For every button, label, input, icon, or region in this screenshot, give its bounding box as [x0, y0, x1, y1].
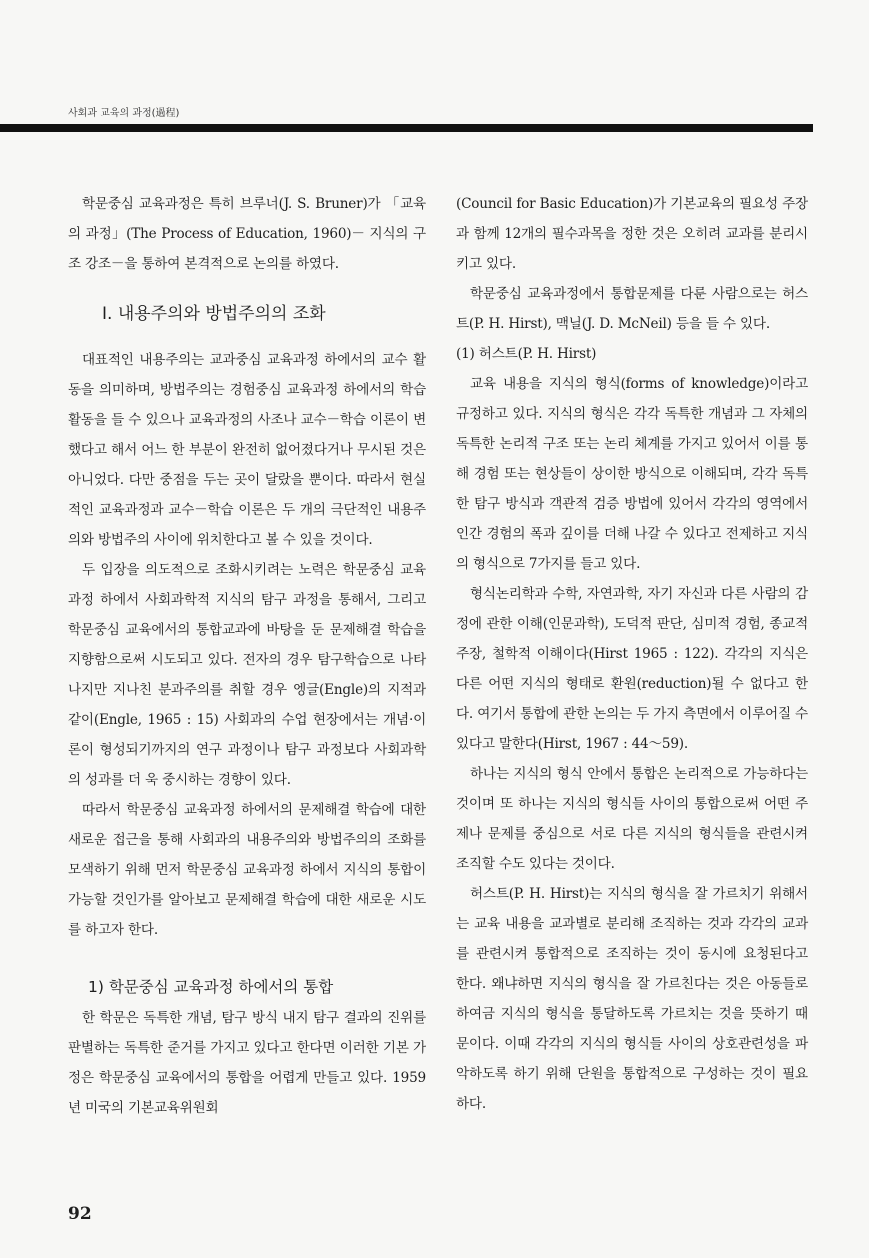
- paragraph: 교육 내용을 지식의 형식(forms of knowledge)이라고 규정하고 있다. 지식의 형식은 각각 독특한 개념과 그 자체의 독특한 논리적 구조 또는 논리 체계를 가지고 있어서 이를 통해 경험 또는 현상들이 상이한 방식으로 이해되며, 각각 독특한 탐구 방식과 객관적 검증 방법에 있어서 각각의 영역에서 인간 경험의 폭과 깊이를 더해 나갈 수 있다고 전제하고 지식의 형식으로 7가지를 들고 있다.: [456, 376, 808, 572]
- item-title: (1) 허스트(P. H. Hirst): [456, 346, 597, 362]
- left-column: [68, 189, 426, 1123]
- paragraph: 대표적인 내용주의는 교과중심 교육과정 하에서의 교수 활동을 의미하며, 방법주의는 경험중심 교육과정 하에서의 학습 활동을 들 수 있으나 교육과정의 사조나 교수－학습 이론이 변했다고 해서 어느 한 부분이 완전히 없어졌다거나 무시된 것은 아니었다. 다만 중점을 두는 곳이 달랐을 뿐이다. 따라서 현실적인 교육과정과 교수－학습 이론은 두 개의 극단적인 내용주의와 방법주의 사이에 위치한다고 볼 수 있을 것이다.: [68, 352, 426, 548]
- paragraph: 허스트(P. H. Hirst)는 지식의 형식을 잘 가르치기 위해서는 교육 내용을 교과별로 분리해 조직하는 것과 각각의 교과를 관련시켜 통합적으로 조직하는 것이 동시에 요청된다고 한다. 왜냐하면 지식의 형식을 잘 가르친다는 것은 아동들로 하여금 지식의 형식을 통달하도록 가르치는 것을 뜻하기 때문이다. 이때 각각의 지식의 형식들 사이의 상호관련성을 파악하도록 하기 위해 단원을 통합적으로 구성하는 것이 필요하다.: [456, 886, 808, 1112]
- paragraph: 두 입장을 의도적으로 조화시키려는 노력은 학문중심 교육과정 하에서 사회과학적 지식의 탐구 과정을 통해서, 그리고 학문중심 교육에서의 통합교과에 바탕을 둔 문제해결 학습을 지향함으로써 시도되고 있다. 전자의 경우 탐구학습으로 나타나지만 지나친 분과주의를 취할 경우 엥글(Engle)의 지적과 같이(Engle, 1965 : 15) 사회과의 수업 현장에서는 개념·이론이 형성되기까지의 연구 과정이나 탐구 과정보다 사회과학의 성과를 더 욱 중시하는 경향이 있다.: [68, 562, 426, 788]
- paragraph: 한 학문은 독특한 개념, 탐구 방식 내지 탐구 결과의 진위를 판별하는 독특한 준거를 가지고 있다고 한다면 이러한 기본 가정은 학문중심 교육에서의 통합을 어렵게 만들고 있다. 1959년 미국의 기본교육위원회: [68, 1010, 426, 1116]
- subsection-title: 1) 학문중심 교육과정 하에서의 통합: [88, 978, 334, 996]
- header-rule: [0, 124, 813, 132]
- paragraph: 따라서 학문중심 교육과정 하에서의 문제해결 학습에 대한 새로운 접근을 통해 사회과의 내용주의와 방법주의의 조화를 모색하기 위해 먼저 학문중심 교육과정 하에서 지식의 통합이 가능할 것인가를 알아보고 문제해결 학습에 대한 새로운 시도를 하고자 한다.: [68, 802, 426, 938]
- paragraph: 학문중심 교육과정은 특히 브루너(J. S. Bruner)가 「교육의 과정」(The Process of Education, 1960)－ 지식의 구조 강조－을 통하여 본격적으로 논의를 하였다.: [68, 196, 426, 272]
- paragraph: (Council for Basic Education)가 기본교육의 필요성 주장과 함께 12개의 필수과목을 정한 것은 오히려 교과를 분리시키고 있다.: [456, 196, 808, 272]
- paragraph: 학문중심 교육과정에서 통합문제를 다룬 사람으로는 허스트(P. H. Hirst), 맥닐(J. D. McNeil) 등을 들 수 있다.: [456, 286, 808, 332]
- running-header: 사회과 교육의 과정(過程): [68, 108, 180, 119]
- paragraph: 형식논리학과 수학, 자연과학, 자기 자신과 다른 사람의 감정에 관한 이해(인문과학), 도덕적 판단, 심미적 경험, 종교적 주장, 철학적 이해이다(Hirst 1965 : 122). 각각의 지식은 다른 어떤 지식의 형태로 환원(reduction)될 수 없다고 한다. 여기서 통합에 관한 논의는 두 가지 측면에서 이루어질 수 있다고 말한다(Hirst, 1967 : 44～59).: [456, 586, 808, 752]
- paragraph: 하나는 지식의 형식 안에서 통합은 논리적으로 가능하다는 것이며 또 하나는 지식의 형식들 사이의 통합으로써 어떤 주제나 문제를 중심으로 서로 다른 지식의 형식들을 관련시켜 조직할 수도 있다는 것이다.: [456, 766, 808, 872]
- section-title: Ⅰ. 내용주의와 방법주의의 조화: [102, 304, 326, 324]
- page-number: 92: [68, 1204, 92, 1224]
- right-column: [456, 189, 808, 1119]
